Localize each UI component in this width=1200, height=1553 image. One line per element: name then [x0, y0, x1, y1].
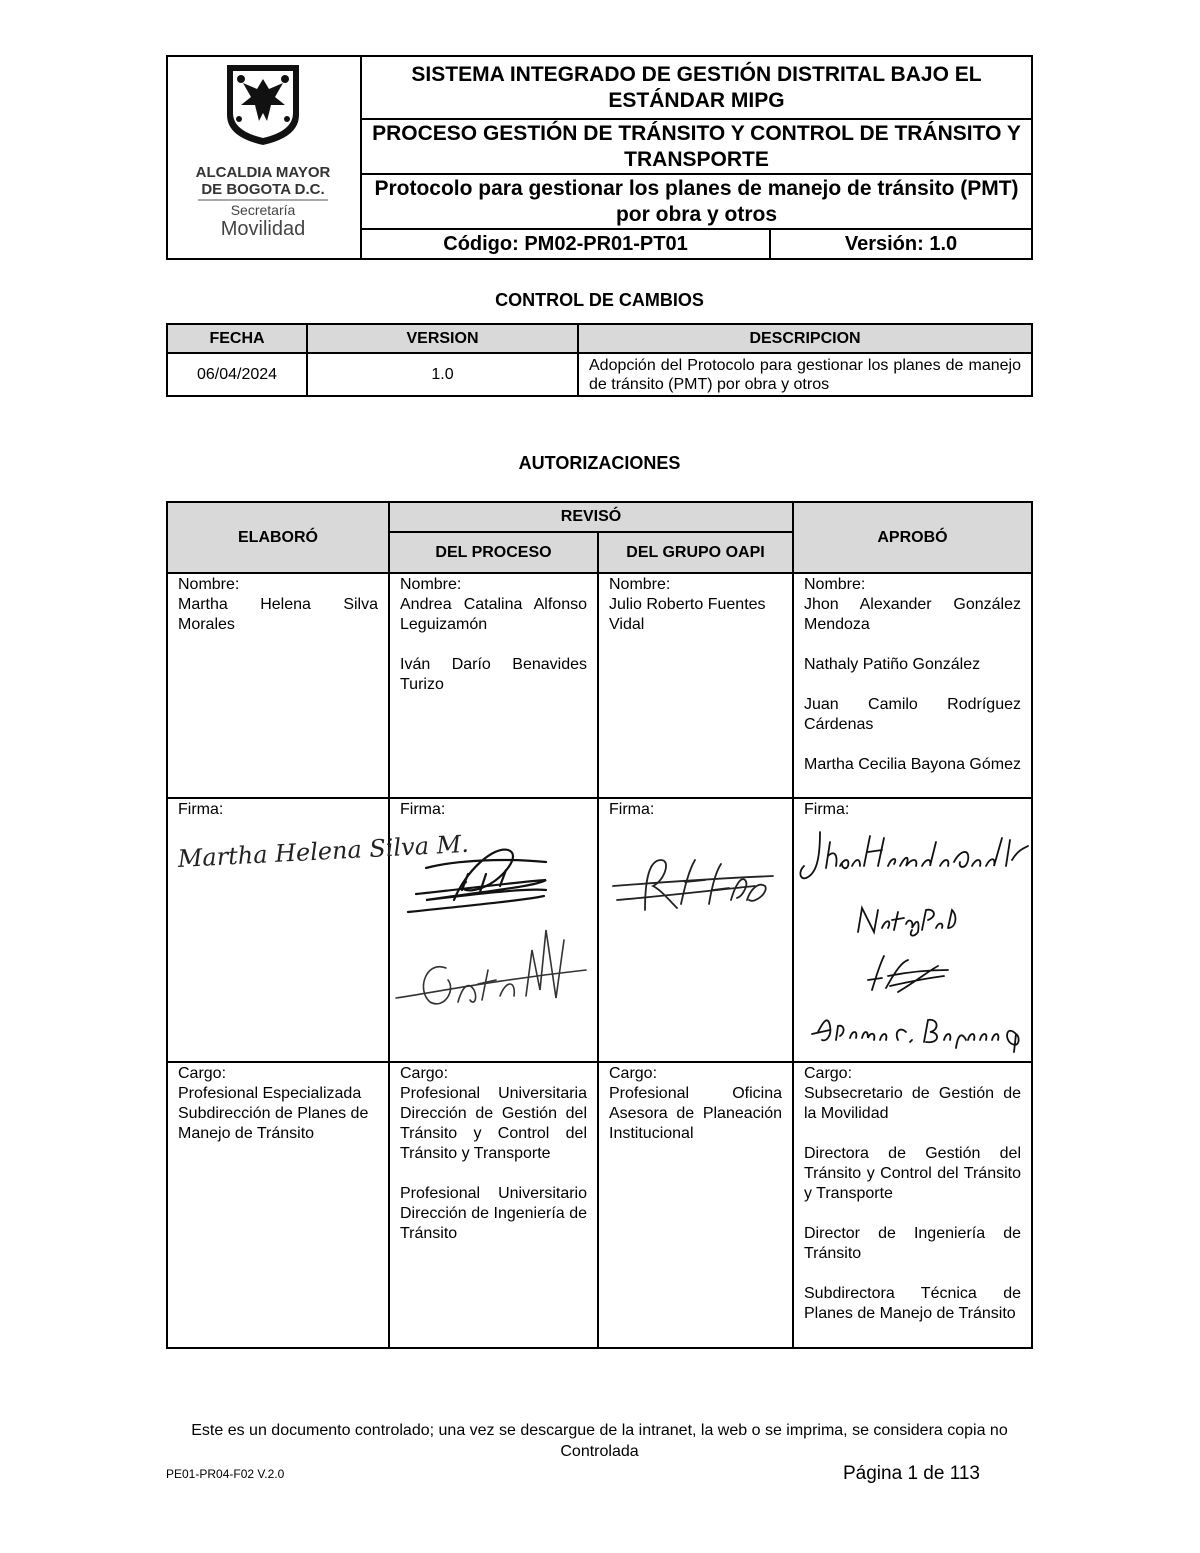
- document-header: [166, 55, 1033, 260]
- role-text: Profesional Especializada Subdirección de Planes de Manejo de Tránsito: [178, 1085, 369, 1142]
- sign-label: Firma:: [178, 801, 224, 818]
- role-label: Cargo:: [178, 1065, 227, 1082]
- role-text: Profesional Universitaria Dirección de Gestión del Tránsito y Control del Tránsito y Transporte: [400, 1085, 587, 1162]
- role-text: Subsecretario de Gestión de la Movilidad: [804, 1085, 1021, 1122]
- change-date: 06/04/2024: [167, 353, 307, 396]
- bogota-coat-of-arms-logo: [168, 57, 358, 257]
- signature-grupo: [598, 798, 793, 1062]
- name-label: Nombre:: [178, 576, 240, 593]
- col-version: VERSION: [307, 324, 578, 353]
- role-elaboro: [167, 1062, 389, 1348]
- role-text: Director de Ingeniería de Tránsito: [804, 1225, 1021, 1262]
- signature-text: Martha Helena Silva M.: [177, 829, 470, 874]
- logo-line-2: DE BOGOTA D.C.: [201, 181, 325, 198]
- sign-label: Firma:: [804, 801, 850, 818]
- signature-elaboro: [167, 798, 470, 1062]
- logo-cell: [168, 57, 362, 258]
- names-proceso: [389, 573, 598, 798]
- header-del-proceso: DEL PROCESO: [389, 532, 598, 573]
- name-label: Nombre:: [609, 576, 671, 593]
- roles-row: [167, 1062, 1032, 1348]
- person-name: Martha Cecilia Bayona Gómez: [804, 756, 1021, 773]
- col-descripcion: DESCRIPCION: [578, 324, 1032, 353]
- person-name: Jhon Alexander González Mendoza: [804, 596, 1021, 633]
- logo-line-1: ALCALDIA MAYOR: [195, 164, 331, 181]
- role-grupo: [598, 1062, 793, 1348]
- handwritten-signature: [605, 820, 790, 930]
- person-name: Juan Camilo Rodríguez Cárdenas: [804, 696, 1021, 733]
- role-aprobo: [793, 1062, 1032, 1348]
- names-row: [167, 573, 1032, 798]
- role-label: Cargo:: [400, 1065, 449, 1082]
- role-proceso: [389, 1062, 598, 1348]
- signatures-row: [167, 798, 1032, 1062]
- changes-title: CONTROL DE CAMBIOS: [495, 290, 704, 310]
- code-version-row: [362, 230, 1031, 258]
- names-grupo: [598, 573, 793, 798]
- person-name: Julio Roberto Fuentes Vidal: [609, 596, 766, 633]
- role-text: Profesional Universitario Dirección de Ingeniería de Tránsito: [400, 1185, 587, 1242]
- header-elaboro: ELABORÓ: [167, 502, 389, 573]
- authorizations-title: AUTORIZACIONES: [518, 453, 681, 473]
- role-text: Profesional Oficina Asesora de Planeación Institucional: [609, 1085, 782, 1142]
- person-name: Andrea Catalina Alfonso Leguizamón: [400, 596, 587, 633]
- header-aprobo: APROBÓ: [793, 502, 1032, 573]
- page-number: Página 1 de 113: [843, 1463, 980, 1484]
- name-label: Nombre:: [804, 576, 866, 593]
- authorizations-table: [166, 501, 1033, 1349]
- role-label: Cargo:: [609, 1065, 658, 1082]
- controlled-document-notice: Este es un documento controlado; una vez se descargue de la intranet, la web o se imprima, se considera copia no Controlada: [191, 1422, 1008, 1460]
- person-name: Iván Darío Benavides Turizo: [400, 656, 587, 693]
- logo-line-4: Movilidad: [220, 218, 306, 240]
- handwritten-signatures: [798, 820, 1030, 1058]
- col-fecha: FECHA: [167, 324, 307, 353]
- document-title: Protocolo para gestionar los planes de manejo de tránsito (PMT) por obra y otros: [362, 175, 1031, 230]
- names-elaboro: [167, 573, 389, 798]
- person-name: Nathaly Patiño González: [804, 656, 981, 673]
- name-label: Nombre:: [400, 576, 462, 593]
- table-row: [167, 353, 1032, 396]
- names-aprobo: [793, 573, 1032, 798]
- role-text: Directora de Gestión del Tránsito y Control del Tránsito y Transporte: [804, 1145, 1021, 1202]
- header-del-grupo: DEL GRUPO OAPI: [598, 532, 793, 573]
- person-name: Martha Helena Silva Morales: [178, 596, 378, 633]
- changes-header-row: [167, 324, 1032, 353]
- logo-line-3: Secretaría: [230, 202, 296, 218]
- changes-table: [166, 323, 1033, 397]
- system-title: SISTEMA INTEGRADO DE GESTIÓN DISTRITAL BAJO EL ESTÁNDAR MIPG: [362, 57, 1031, 120]
- document-version: Versión: 1.0: [844, 232, 958, 255]
- document-code: Código: PM02-PR01-PT01: [362, 230, 771, 258]
- sign-label: Firma:: [400, 801, 446, 818]
- role-label: Cargo:: [804, 1065, 853, 1082]
- header-reviso: REVISÓ: [389, 502, 793, 532]
- role-text: Subdirectora Técnica de Planes de Manejo de Tránsito: [804, 1285, 1021, 1322]
- form-code: PE01-PR04-F02 V.2.0: [166, 1467, 285, 1481]
- auth-header-row-1: [167, 502, 1032, 532]
- change-description: Adopción del Protocolo para gestionar los planes de manejo de tránsito (PMT) por obra y otros: [578, 353, 1032, 396]
- handwritten-signature: [174, 820, 470, 880]
- change-version: 1.0: [307, 353, 578, 396]
- signature-aprobo: [793, 798, 1032, 1062]
- sign-label: Firma:: [609, 801, 655, 818]
- process-title: PROCESO GESTIÓN DE TRÁNSITO Y CONTROL DE TRÁNSITO Y TRANSPORTE: [362, 120, 1031, 175]
